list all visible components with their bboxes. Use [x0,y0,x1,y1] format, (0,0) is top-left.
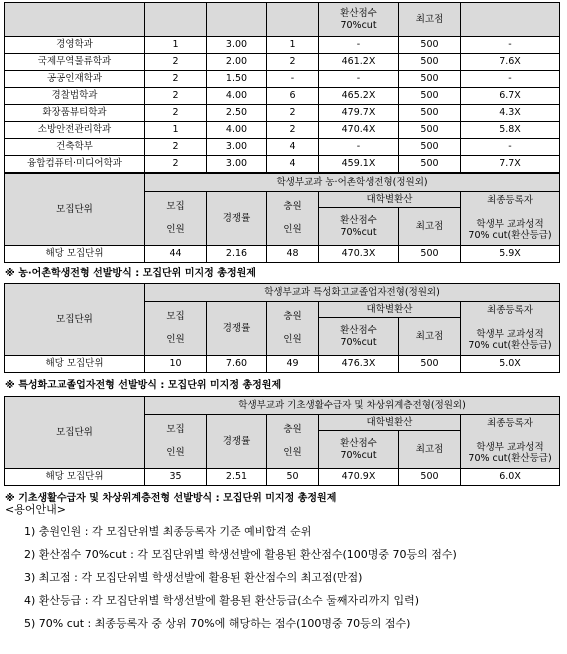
competition-header: 경쟁률 [207,415,267,469]
admission-type-title: 학생부교과 특성화고교졸업자전형(정원외) [145,284,560,302]
term-guide-item: 4) 환산등급 : 각 모집단위별 학생선발에 활용된 환산등급(소수 둘째자리까지 입력) [24,594,420,607]
fill-header: 충원 인원 [267,415,319,469]
department-results-table [4,2,560,173]
conv-score-header: 환산점수 70%cut [319,318,399,356]
conv-score-header: 환산점수 70%cut [319,431,399,469]
max-score-header: 최고점 [399,3,461,37]
table-row: 해당 모집단위 44 2.16 48 470.3X 500 5.9X [5,246,560,263]
final-registrant-header: 최종등록자 학생부 교과성적 70% cut(환산등급) [461,192,560,246]
term-guide-item: 5) 70% cut : 최종등록자 중 상위 70%에 해당하는 점수(100명중 70등의 점수) [24,617,411,630]
final-registrant-header: 최종등록자 학생부 교과성적 70% cut(환산등급) [461,415,560,469]
conv-score-header: 환산점수 70%cut [319,208,399,246]
term-guide-title: <용어안내> [5,503,66,516]
term-guide-item: 1) 충원인원 : 각 모집단위별 최종등록자 기준 예비합격 순위 [24,525,312,538]
low-income-admission-table [4,396,560,486]
table-row: 융합컴퓨터·미디어학과 2 3.00 4 459.1X 500 7.7X [5,156,560,173]
table-header-row [5,3,560,37]
quota-header: 모집 인원 [145,302,207,356]
max-score-header: 최고점 [399,318,461,356]
table-row: 해당 모집단위 10 7.60 49 476.3X 500 5.0X [5,356,560,373]
table-row: 소방안전관리학과 1 4.00 2 470.4X 500 5.8X [5,122,560,139]
vocational-admission-table [4,283,560,373]
table-row: 국제무역물류학과 2 2.00 2 461.2X 500 7.6X [5,54,560,71]
table-row: 공공인재학과 2 1.50 - - 500 - [5,71,560,88]
fill-header: 충원 인원 [267,302,319,356]
conv-score-header: 환산점수 70%cut [319,3,399,37]
final-registrant-header: 최종등록자 학생부 교과성적 70% cut(환산등급) [461,302,560,356]
selection-method-note: ※ 특성화고교졸업자전형 선발방식 : 모집단위 미지정 총정원제 [5,380,282,391]
univ-conversion-header: 대학별환산 [319,302,461,318]
table-row: 경영학과 1 3.00 1 - 500 - [5,37,560,54]
selection-method-note: ※ 농·어촌학생전형 선발방식 : 모집단위 미지정 총정원제 [5,268,256,279]
table-row: 건축학부 2 3.00 4 - 500 - [5,139,560,156]
max-score-header: 최고점 [399,431,461,469]
recruit-unit-header: 모집단위 [5,397,145,469]
table-row: 해당 모집단위 35 2.51 50 470.9X 500 6.0X [5,469,560,486]
competition-header: 경쟁률 [207,302,267,356]
univ-conversion-header: 대학별환산 [319,415,461,431]
recruit-unit-header: 모집단위 [5,174,145,246]
recruit-unit-header: 모집단위 [5,284,145,356]
fill-header: 충원 인원 [267,192,319,246]
selection-method-note: ※ 기초생활수급자 및 차상위계층전형 선발방식 : 모집단위 미지정 총정원제 [5,493,337,504]
term-guide-item: 3) 최고점 : 각 모집단위별 학생선발에 활용된 환산점수의 최고점(만점) [24,571,363,584]
rural-admission-table [4,173,560,263]
max-score-header: 최고점 [399,208,461,246]
admission-type-title: 학생부교과 기초생활수급자 및 차상위계층전형(정원외) [145,397,560,415]
term-guide-item: 2) 환산점수 70%cut : 각 모집단위별 학생선발에 활용된 환산점수(100명중 70등의 점수) [24,548,457,561]
univ-conversion-header: 대학별환산 [319,192,461,208]
table-row: 화장품뷰티학과 2 2.50 2 479.7X 500 4.3X [5,105,560,122]
quota-header: 모집 인원 [145,192,207,246]
competition-header: 경쟁률 [207,192,267,246]
table-row: 경찰법학과 2 4.00 6 465.2X 500 6.7X [5,88,560,105]
admission-type-title: 학생부교과 농·어촌학생전형(정원외) [145,174,560,192]
quota-header: 모집 인원 [145,415,207,469]
